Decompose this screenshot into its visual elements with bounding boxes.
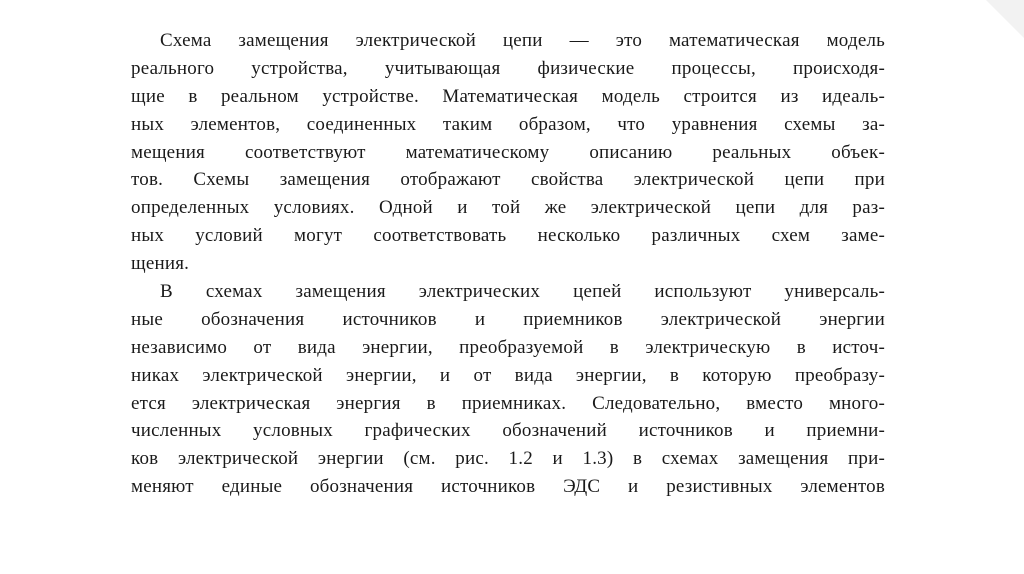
text-line: Схема замещения электрической цепи — это математическая модель	[160, 30, 885, 51]
page-corner-decoration	[986, 0, 1024, 38]
text-line: реального устройства, учитывающая физические процессы, происходя-	[131, 57, 885, 79]
text-line: численных условных графических обозначений источников и приемни-	[131, 420, 885, 442]
text-line: тов. Схемы замещения отображают свойства электрической цепи при	[131, 169, 885, 191]
text-line: независимо от вида энергии, преобразуемой в электрическую в источ-	[131, 336, 885, 358]
text-line: щения.	[131, 253, 190, 275]
text-line: ные обозначения источников и приемников электрической энергии	[131, 308, 885, 330]
paragraph	[131, 27, 885, 278]
text-line: В схемах замещения электрических цепей используют универсаль-	[160, 281, 885, 303]
text-line: ется электрическая энергия в приемниках. Следовательно, вместо много-	[131, 392, 885, 414]
text-line: мещения соответствуют математическому описанию реальных объек-	[131, 141, 885, 163]
paragraph	[131, 278, 885, 501]
text-line: ных элементов, соединенных таким образом, что уравнения схемы за-	[131, 113, 885, 135]
text-line: ных условий могут соответствовать несколько различных схем заме-	[131, 225, 885, 247]
text-line: никах электрической энергии, и от вида энергии, в которую преобразу-	[131, 364, 885, 386]
text-line: определенных условиях. Одной и той же электрической цепи для раз-	[131, 197, 885, 219]
text-line: ков электрической энергии (см. рис. 1.2 и 1.3) в схемах замещения при-	[131, 448, 885, 470]
text-line: меняют единые обозначения источников ЭДС и резистивных элементов	[131, 476, 885, 498]
document-text	[131, 27, 885, 501]
text-line: щие в реальном устройстве. Математическая модель строится из идеаль-	[131, 85, 885, 107]
